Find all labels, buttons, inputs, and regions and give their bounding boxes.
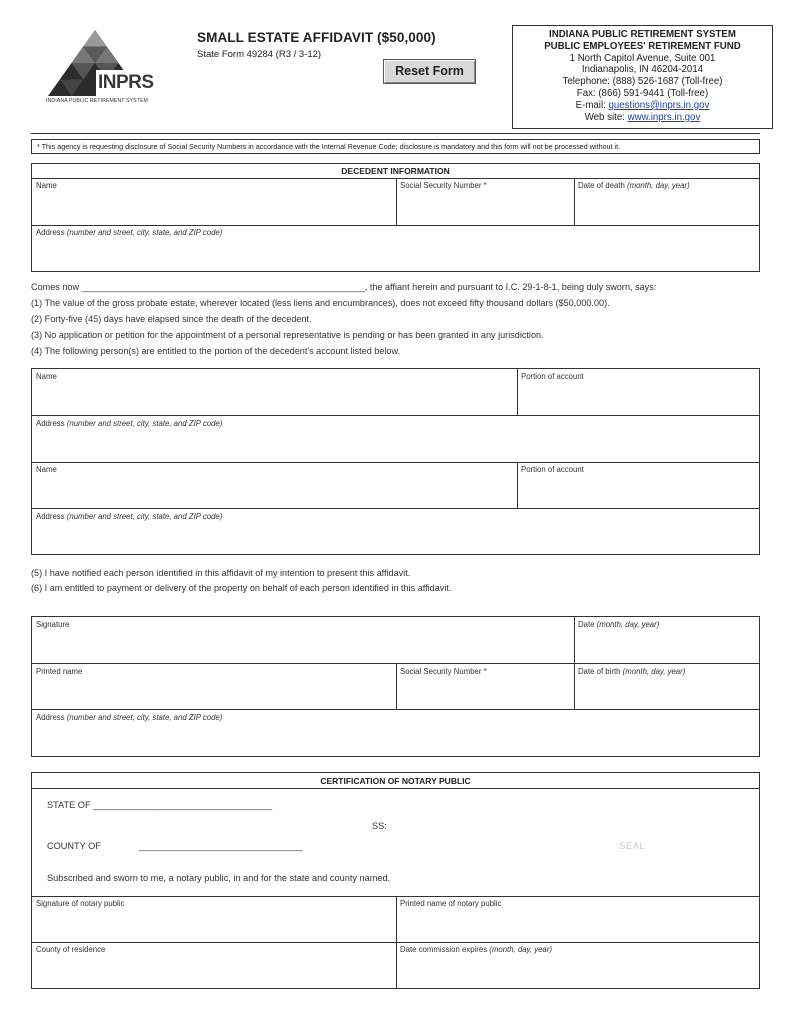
notary-printed-name-field[interactable] bbox=[397, 897, 759, 942]
logo-subtitle: INDIANA PUBLIC RETIREMENT SYSTEM bbox=[46, 98, 148, 104]
comes-now-statement: Comes now ________________________________________________________, the affiant herein and pursuant to I.C. 29-1-8-1, being duly sworn, says: bbox=[31, 282, 657, 292]
county-of-field[interactable]: ________________________________ bbox=[139, 841, 303, 851]
beneficiary-2-address-label: Address (number and street, city, state, and ZIP code) bbox=[36, 512, 223, 521]
state-of-field[interactable]: ___________________________________ bbox=[93, 800, 272, 810]
statement-1: (1) The value of the gross probate estate, wherever located (less liens and encumbrances), does not exceed fifty thousand dollars ($50,000.00). bbox=[31, 298, 610, 308]
beneficiary-1-name-field[interactable] bbox=[32, 369, 517, 415]
divider bbox=[32, 788, 759, 789]
affiant-dob-field[interactable] bbox=[575, 664, 759, 709]
decedent-ssn-field[interactable] bbox=[397, 179, 574, 225]
agency-name: INDIANA PUBLIC RETIREMENT SYSTEM bbox=[549, 29, 736, 40]
sworn-statement: Subscribed and sworn to me, a notary public, in and for the state and county named. bbox=[47, 873, 391, 883]
agency-web-row bbox=[513, 112, 772, 124]
statement-5: (5) I have notified each person identified in this affidavit of my intention to present this affidavit. bbox=[31, 568, 411, 578]
beneficiary-section bbox=[31, 368, 760, 555]
affiant-ssn-label: Social Security Number * bbox=[400, 667, 487, 676]
email-label: E-mail: bbox=[575, 99, 609, 111]
website-link[interactable]: www.inprs.in.gov bbox=[627, 111, 701, 123]
affiant-signature-label: Signature bbox=[36, 620, 70, 629]
state-form-number: State Form 49284 (R3 / 3-12) bbox=[197, 49, 322, 60]
affiant-address-label: Address (number and street, city, state, and ZIP code) bbox=[36, 713, 223, 722]
beneficiary-1-address-field[interactable] bbox=[32, 416, 759, 462]
notary-signature-label: Signature of notary public bbox=[36, 899, 125, 908]
affiant-signature-field[interactable] bbox=[32, 617, 574, 663]
affiant-section bbox=[31, 616, 760, 757]
beneficiary-1-portion-field[interactable] bbox=[518, 369, 759, 415]
notary-heading: CERTIFICATION OF NOTARY PUBLIC bbox=[320, 776, 471, 786]
beneficiary-2-portion-label: Portion of account bbox=[521, 465, 584, 474]
decedent-name-field[interactable] bbox=[32, 179, 396, 225]
reset-form-button[interactable]: Reset Form bbox=[383, 59, 476, 84]
beneficiary-2-address-field[interactable] bbox=[32, 509, 759, 554]
agency-address-1: 1 North Capitol Avenue, Suite 001 bbox=[569, 52, 716, 64]
fund-name: PUBLIC EMPLOYEES' RETIREMENT FUND bbox=[544, 40, 741, 52]
commission-expires-field[interactable] bbox=[397, 943, 759, 988]
affiant-address-field[interactable] bbox=[32, 710, 759, 756]
beneficiary-2-name-label: Name bbox=[36, 465, 57, 474]
decedent-name-label: Name bbox=[36, 181, 57, 190]
beneficiary-2-portion-field[interactable] bbox=[518, 463, 759, 508]
beneficiary-1-address-label: Address (number and street, city, state, and ZIP code) bbox=[36, 419, 223, 428]
statement-4: (4) The following person(s) are entitled to the portion of the decedent's account listed below. bbox=[31, 346, 401, 356]
decedent-address-field[interactable] bbox=[32, 226, 759, 271]
county-residence-field[interactable] bbox=[32, 943, 396, 988]
agency-email-row bbox=[513, 100, 772, 112]
statement-3: (3) No application or petition for the appointment of a personal representative is pending or has been granted in any jurisdiction. bbox=[31, 330, 544, 340]
beneficiary-1-name-label: Name bbox=[36, 372, 57, 381]
county-of-label: COUNTY OF bbox=[47, 841, 101, 851]
agency-telephone: Telephone: (888) 526-1687 (Toll-free) bbox=[562, 76, 723, 88]
decedent-information-section bbox=[31, 163, 760, 272]
statement-2: (2) Forty-five (45) days have elapsed since the death of the decedent. bbox=[31, 314, 312, 324]
commission-expires-label: Date commission expires (month, day, year) bbox=[400, 945, 552, 954]
affiant-dob-label: Date of birth (month, day, year) bbox=[578, 667, 686, 676]
ss-label: SS: bbox=[372, 821, 387, 831]
state-of-row: STATE OF ___________________________________ bbox=[47, 800, 272, 810]
notary-signature-field[interactable] bbox=[32, 897, 396, 942]
affiant-name-line[interactable]: ________________________________________________________ bbox=[81, 282, 365, 292]
county-residence-label: County of residence bbox=[36, 945, 106, 954]
affiant-printed-name-field[interactable] bbox=[32, 664, 396, 709]
form-title: SMALL ESTATE AFFIDAVIT ($50,000) bbox=[197, 30, 436, 45]
logo-text: INPRS bbox=[98, 72, 154, 93]
decedent-address-label: Address (number and street, city, state, and ZIP code) bbox=[36, 228, 223, 237]
affiant-date-label: Date (month, day, year) bbox=[578, 620, 660, 629]
ssn-disclosure-notice: * This agency is requesting disclosure of Social Security Numbers in accordance with the Internal Revenue Code; disclosure is mandatory and this form will not be processed without it. bbox=[31, 139, 760, 154]
notary-section bbox=[31, 772, 760, 989]
header-divider bbox=[31, 133, 760, 134]
beneficiary-2-name-field[interactable] bbox=[32, 463, 517, 508]
beneficiary-1-portion-label: Portion of account bbox=[521, 372, 584, 381]
notary-printed-name-label: Printed name of notary public bbox=[400, 899, 502, 908]
agency-contact-box bbox=[512, 25, 773, 129]
decedent-ssn-label: Social Security Number * bbox=[400, 181, 487, 190]
agency-fax: Fax: (866) 591-9441 (Toll-free) bbox=[576, 87, 709, 99]
affiant-ssn-field[interactable] bbox=[397, 664, 574, 709]
decedent-heading: DECEDENT INFORMATION bbox=[341, 166, 450, 176]
decedent-dod-field[interactable] bbox=[575, 179, 759, 225]
affiant-date-field[interactable] bbox=[575, 617, 759, 663]
web-label: Web site: bbox=[584, 111, 628, 123]
affiant-printed-name-label: Printed name bbox=[36, 667, 83, 676]
decedent-dod-label: Date of death (month, day, year) bbox=[578, 181, 690, 190]
email-link[interactable]: questions@inprs.in.gov bbox=[608, 99, 710, 111]
inprs-logo bbox=[46, 28, 156, 108]
statement-6: (6) I am entitled to payment or delivery of the property on behalf of each person identified in this affidavit. bbox=[31, 583, 452, 593]
agency-address-2: Indianapolis, IN 46204-2014 bbox=[581, 64, 704, 76]
notary-seal-placeholder: SEAL bbox=[619, 841, 646, 852]
